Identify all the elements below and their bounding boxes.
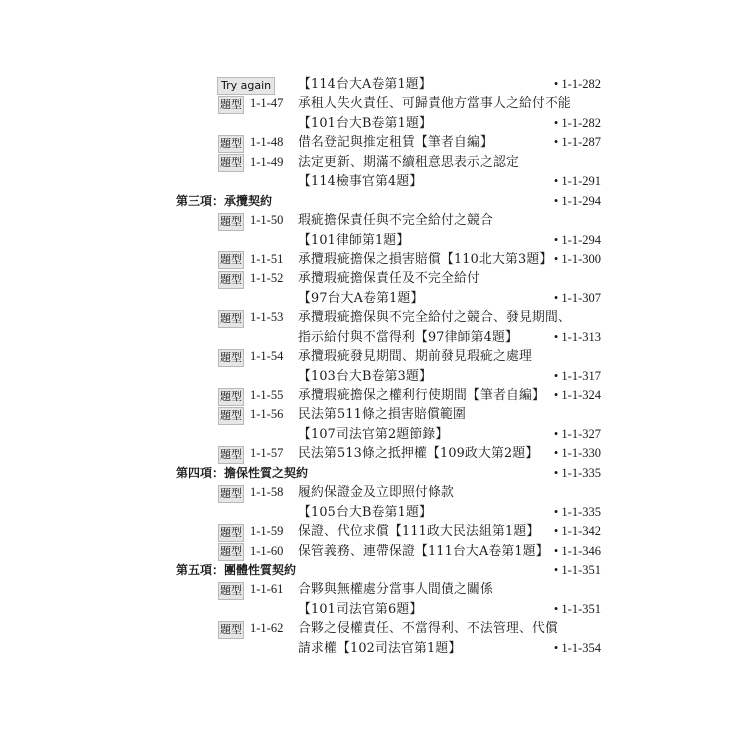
toc-entry-title: 承攬瑕疵擔保之損害賠償【110北大第3題】 [298, 251, 553, 267]
question-type-badge: 題型 [218, 135, 244, 153]
question-number: 1-1-56 [250, 407, 284, 422]
toc-entry-continuation: 指示給付與不當得利【97律師第4題】 [298, 329, 518, 345]
section-heading: 第三項：承攬契約 [176, 193, 273, 208]
toc-row [0, 250, 750, 269]
question-type-badge: 題型 [218, 407, 244, 425]
toc-row [0, 75, 750, 94]
toc-section-row [0, 561, 750, 580]
toc-entry-continuation: 【97台大A卷第1題】 [298, 290, 424, 306]
question-type-badge: 題型 [218, 271, 244, 289]
toc-row [0, 133, 750, 152]
page-number: • 1-1-282 [553, 115, 601, 130]
toc-row [0, 580, 750, 599]
question-number: 1-1-55 [250, 388, 284, 402]
page-number: • 1-1-291 [553, 174, 601, 189]
toc-entry-continuation: 【114檢事官第4題】 [298, 174, 423, 190]
page-number: • 1-1-346 [553, 543, 601, 558]
question-type-badge: 題型 [218, 349, 244, 367]
toc-entry-title: 法定更新、期滿不續租意思表示之認定 [298, 154, 519, 170]
question-number: 1-1-58 [250, 485, 284, 500]
question-type-badge: 題型 [218, 96, 244, 114]
section-heading: 第四項：擔保性質之契約 [176, 465, 309, 480]
toc-row [0, 522, 750, 541]
page-number: • 1-1-335 [553, 504, 601, 519]
question-number: 1-1-60 [250, 543, 284, 558]
question-type-badge: 題型 [218, 251, 244, 269]
toc-entry-continuation: 【107司法官第2題節錄】 [298, 426, 449, 442]
toc-entry-title: 履約保證金及立即照付條款 [298, 485, 454, 501]
toc-section-row [0, 464, 750, 483]
question-number: 1-1-53 [250, 310, 284, 325]
question-number: 1-1-59 [250, 524, 284, 539]
toc-row [0, 425, 750, 444]
question-number: 1-1-61 [250, 582, 284, 597]
toc-entry-continuation: 請求權【102司法官第1題】 [298, 640, 462, 656]
toc-entry-title: 承攬瑕疵擔保責任及不完全給付 [298, 271, 480, 287]
toc-section-row [0, 192, 750, 211]
question-number: 1-1-52 [250, 271, 284, 286]
question-type-badge: 題型 [218, 446, 244, 464]
toc-row [0, 289, 750, 308]
page-number: • 1-1-330 [553, 446, 601, 461]
question-type-badge: 題型 [218, 485, 244, 503]
question-type-badge: 題型 [218, 524, 244, 542]
toc-row [0, 367, 750, 386]
toc-row [0, 328, 750, 347]
toc-entry-title: 保管義務、連帶保證【111台大A卷第1題】 [298, 543, 549, 559]
toc-row [0, 405, 750, 424]
question-type-badge: 題型 [218, 310, 244, 328]
page-number: • 1-1-324 [553, 388, 601, 402]
toc-entry-title: 承租人失火責任、可歸責他方當事人之給付不能 [298, 96, 571, 112]
question-number: 1-1-51 [250, 251, 284, 266]
toc-entry-title: 瑕疵擔保責任與不完全給付之競合 [298, 213, 493, 229]
question-number: 1-1-47 [250, 96, 284, 111]
toc-row [0, 503, 750, 522]
question-type-badge: 題型 [218, 388, 244, 406]
question-type-badge: 題型 [218, 582, 244, 600]
question-type-badge: 題型 [218, 154, 244, 172]
toc-entry-title: 民法第513條之抵押權【109政大第2題】 [298, 446, 539, 462]
question-number: 1-1-57 [250, 446, 284, 461]
page-number: • 1-1-342 [553, 524, 601, 539]
try-again-button[interactable]: Try again [217, 77, 275, 95]
toc-row [0, 231, 750, 250]
page-number: • 1-1-282 [553, 77, 601, 91]
page-number: • 1-1-351 [553, 562, 601, 577]
toc-entry-title: 承攬瑕疵擔保之權利行使期間【筆者自編】 [298, 388, 545, 403]
page-number: • 1-1-287 [553, 135, 601, 150]
question-type-badge: 題型 [218, 213, 244, 231]
toc-entry-title: 承攬瑕疵發見期間、期前發見瑕疵之處理 [298, 349, 532, 365]
toc-entry-title: 合夥與無權處分當事人間債之關係 [298, 582, 493, 598]
toc-row [0, 600, 750, 619]
page-number: • 1-1-327 [553, 426, 601, 441]
toc-row [0, 639, 750, 658]
page-number: • 1-1-307 [553, 290, 601, 305]
toc-row [0, 347, 750, 366]
question-number: 1-1-48 [250, 135, 284, 150]
toc-entry-title: 【114台大A卷第1題】 [298, 77, 432, 92]
page-number: • 1-1-294 [553, 193, 601, 208]
toc-row [0, 542, 750, 561]
toc-row [0, 172, 750, 191]
toc-entry-title: 民法第511條之損害賠償範圍 [298, 407, 466, 423]
page-number: • 1-1-300 [553, 251, 601, 266]
toc-entry-title: 保證、代位求償【111政大民法組第1題】 [298, 524, 540, 540]
toc-row [0, 94, 750, 113]
question-type-badge: 題型 [218, 621, 244, 639]
toc-row [0, 483, 750, 502]
section-heading: 第五項：團體性質契約 [176, 562, 297, 577]
toc-row [0, 211, 750, 230]
toc-row [0, 619, 750, 638]
question-number: 1-1-54 [250, 349, 284, 364]
question-type-badge: 題型 [218, 543, 244, 561]
question-number: 1-1-50 [250, 213, 284, 228]
toc-entry-title: 借名登記與推定租賃【筆者自編】 [298, 135, 493, 151]
question-number: 1-1-62 [250, 621, 284, 636]
toc-entry-continuation: 【101司法官第6題】 [298, 601, 423, 617]
page-number: • 1-1-354 [553, 640, 601, 655]
toc-entry-title: 合夥之侵權責任、不當得利、不法管理、代償 [298, 621, 558, 637]
toc-entry-continuation: 【101台大B卷第1題】 [298, 115, 432, 131]
page-number: • 1-1-317 [553, 368, 601, 383]
toc-row [0, 308, 750, 327]
page-number: • 1-1-335 [553, 465, 601, 480]
toc-row [0, 153, 750, 172]
table-of-contents [0, 75, 750, 658]
toc-entry-continuation: 【105台大B卷第1題】 [298, 504, 432, 520]
toc-entry-continuation: 【101律師第1題】 [298, 232, 410, 248]
page-number: • 1-1-351 [553, 601, 601, 616]
page-number: • 1-1-294 [553, 232, 601, 247]
toc-row [0, 114, 750, 133]
question-number: 1-1-49 [250, 154, 284, 169]
toc-entry-title: 承攬瑕疵擔保與不完全給付之競合、發見期間、 [298, 310, 571, 326]
toc-row [0, 444, 750, 463]
toc-entry-continuation: 【103台大B卷第3題】 [298, 368, 432, 384]
toc-row [0, 386, 750, 405]
page-number: • 1-1-313 [553, 329, 601, 344]
toc-row [0, 269, 750, 288]
